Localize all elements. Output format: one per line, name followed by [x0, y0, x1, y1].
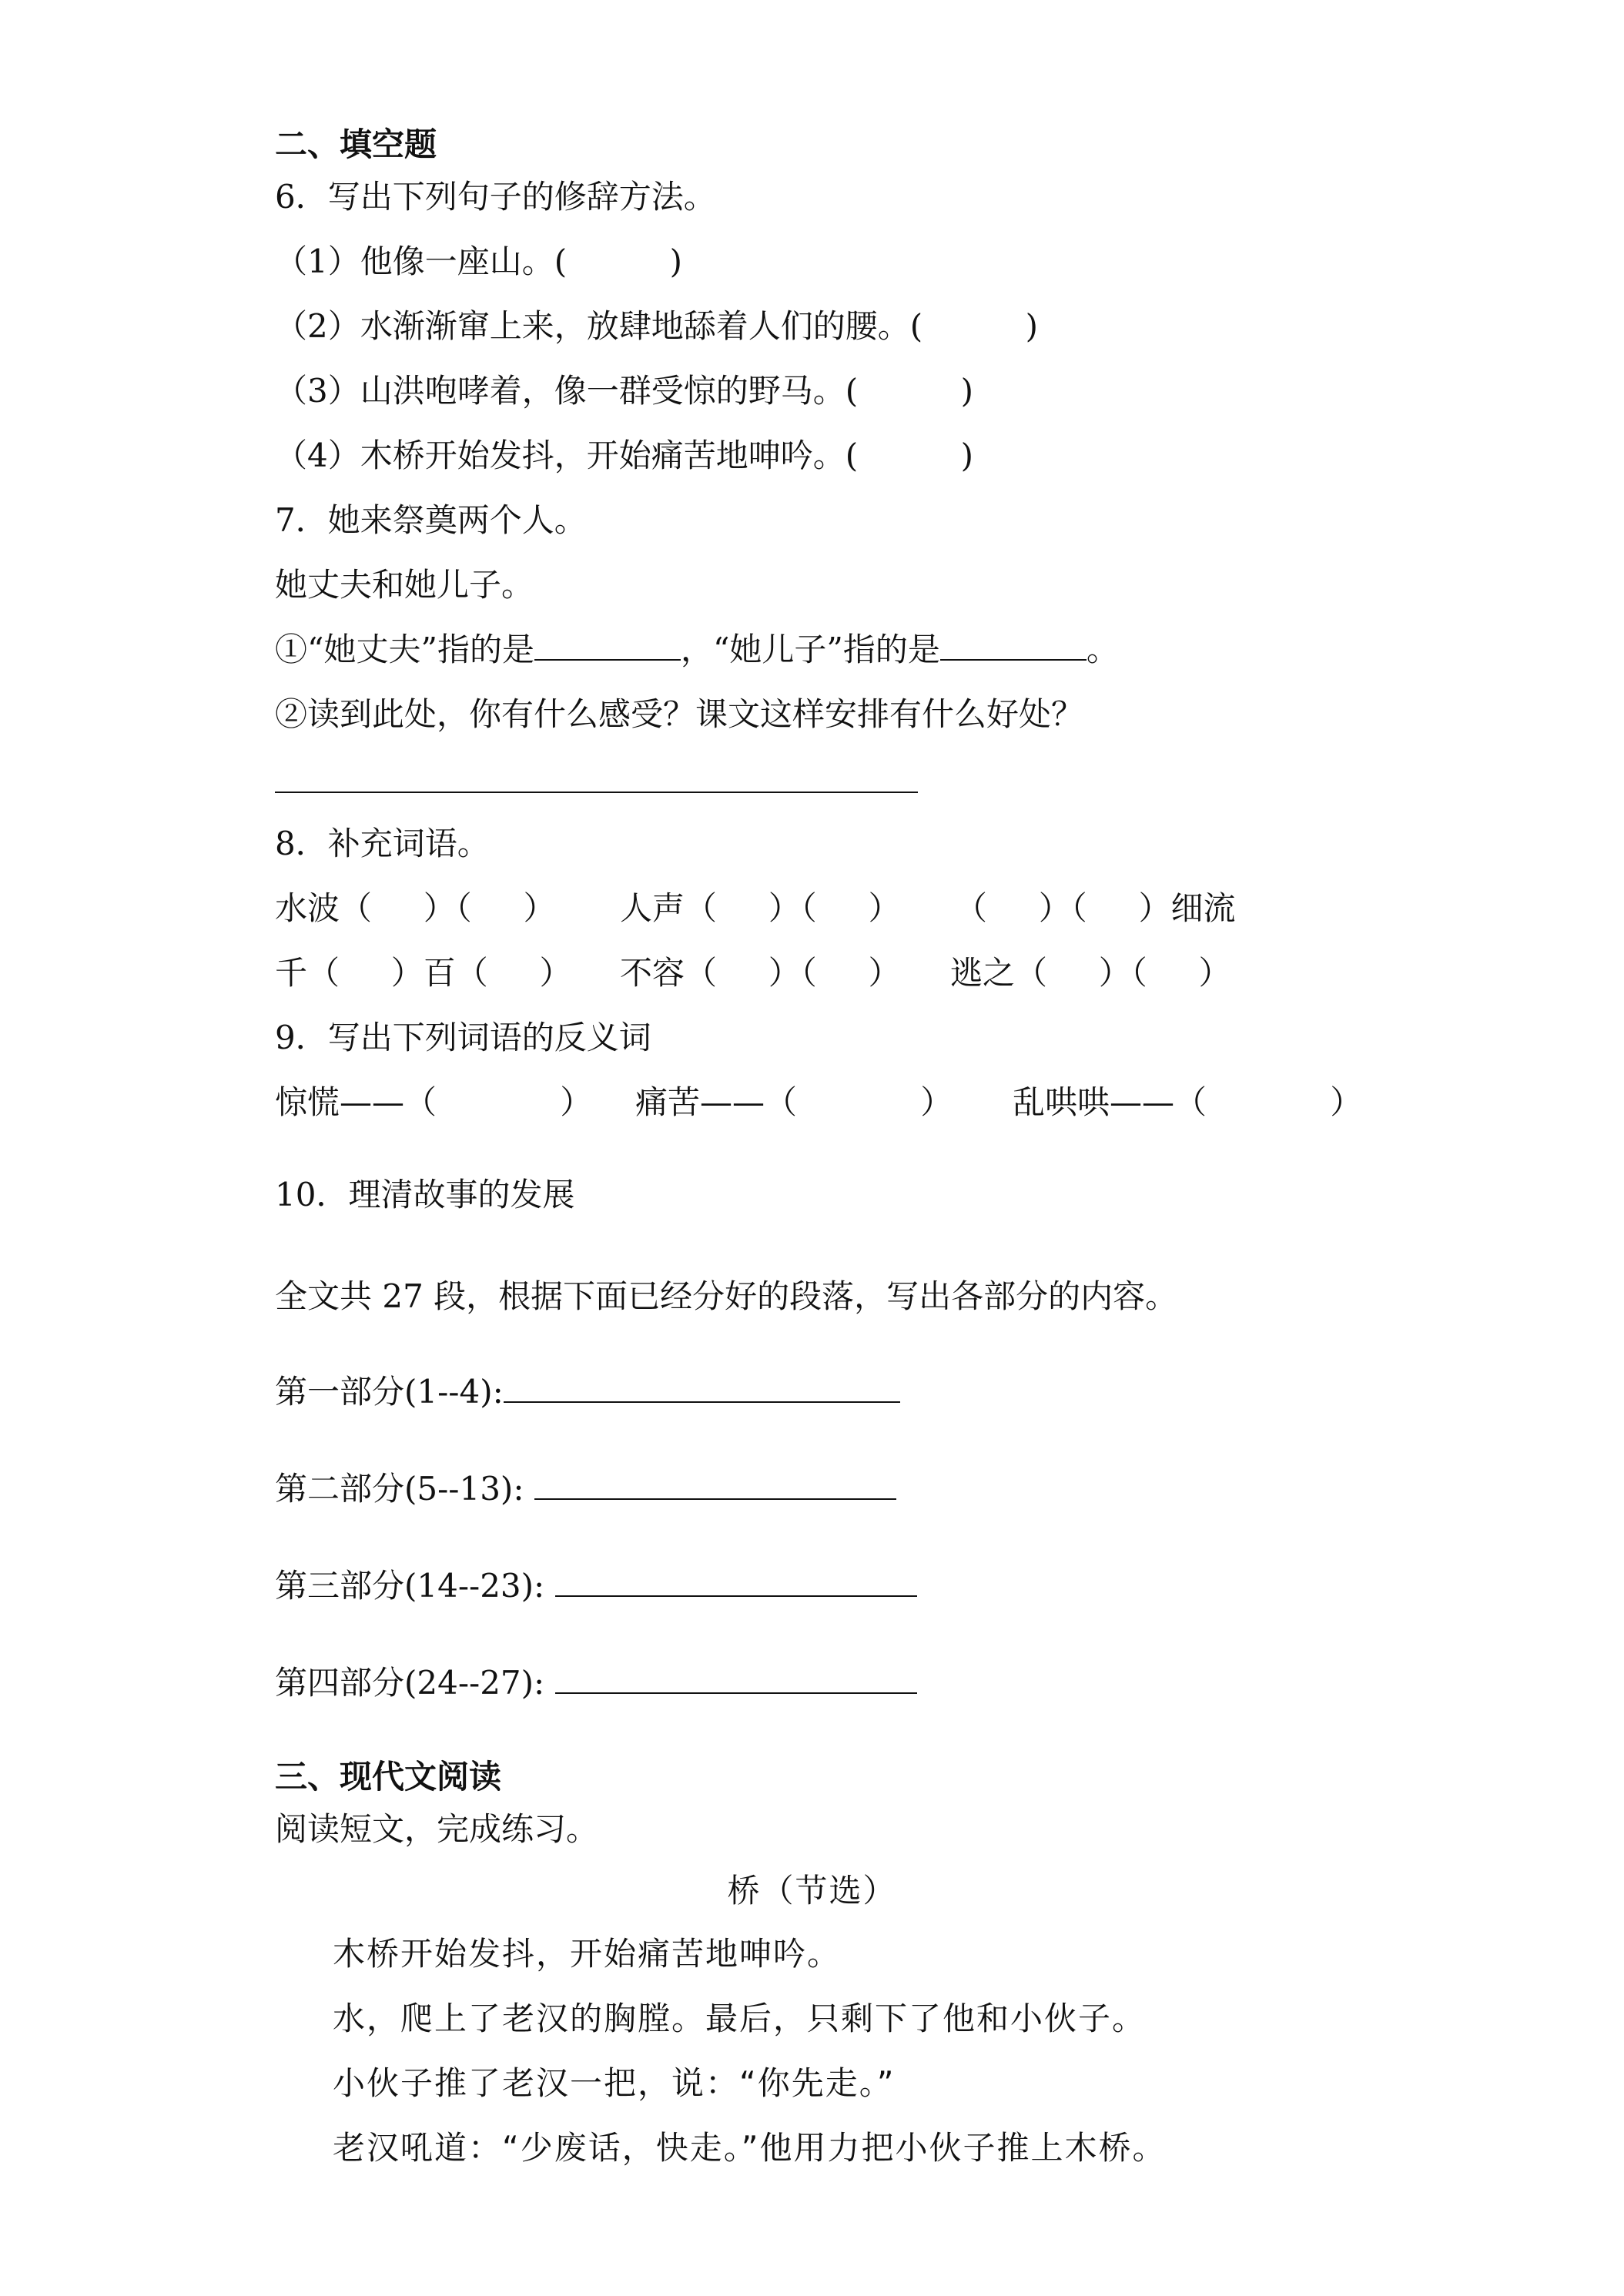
answer-blank[interactable]: [504, 1371, 900, 1403]
q8-row2-item2: 不容（ ）（ ）: [620, 954, 901, 992]
answer-blank[interactable]: [534, 1468, 896, 1500]
q7-sub2: ②读到此处，你有什么感受？课文这样安排有什么好处？: [275, 695, 1084, 733]
answer-blank[interactable]: [534, 628, 681, 661]
q6-stem: 6．写出下列句子的修辞方法。: [275, 178, 716, 216]
q7-line2: 她丈夫和她儿子。: [275, 566, 534, 604]
reading-instruction: 阅读短文，完成练习。: [275, 1810, 599, 1848]
q8-row2-item3: 逃之（ ）（ ）: [950, 954, 1231, 992]
answer-line[interactable]: [275, 792, 918, 793]
q9-item3: 乱哄哄——（ ）: [1013, 1083, 1363, 1121]
q7-stem: 7．她来祭奠两个人。: [275, 501, 587, 539]
passage-title: 桥（节选）: [727, 1872, 897, 1909]
q10-part4-label: 第四部分(24--27):: [275, 1664, 555, 1702]
q8-stem: 8．补充词语。: [275, 825, 490, 862]
q7-sub1: [275, 628, 1119, 671]
q10-part2-label: 第二部分(5--13):: [275, 1470, 534, 1508]
q9-item2: 痛苦——（ ）: [635, 1083, 953, 1121]
q7-sub1-b: ，“她儿子”指的是: [680, 631, 940, 668]
q7-sub1-c: 。: [1086, 631, 1119, 668]
q10-part4: [275, 1662, 917, 1705]
q10-part1: [275, 1371, 900, 1414]
q7-sub1-a: ①“她丈夫”指的是: [275, 631, 534, 668]
q8-row1-item3: （ ）（ ）细流: [955, 889, 1236, 927]
q10-part1-label: 第一部分(1--4):: [275, 1373, 504, 1411]
section-heading-fill-blank: 二、填空题: [275, 126, 437, 163]
q10-part2: [275, 1468, 896, 1511]
q8-row1-item1: 水波（ ）（ ）: [275, 889, 556, 927]
section-heading-reading: 三、现代文阅读: [275, 1758, 502, 1796]
q6-item-3: （3）山洪咆哮着，像一群受惊的野马。( ): [275, 372, 974, 410]
q8-row1-item2: 人声（ ）（ ）: [620, 889, 901, 927]
q9-item1: 惊慌——（ ）: [275, 1083, 593, 1121]
q10-intro: 全文共 27 段，根据下面已经分好的段落，写出各部分的内容。: [275, 1277, 1178, 1315]
q8-row2-item1: 千（ ）百（ ）: [275, 954, 572, 992]
passage-paragraph-4: 老汉吼道：“少废话，快走。”他用力把小伙子推上木桥。: [333, 2129, 1167, 2167]
answer-blank[interactable]: [940, 628, 1087, 661]
q6-item-4: （4）木桥开始发抖，开始痛苦地呻吟。( ): [275, 437, 974, 474]
q6-item-1: （1）他像一座山。( ): [275, 243, 682, 280]
q6-item-2: （2）水渐渐窜上来，放肆地舔着人们的腰。( ): [275, 307, 1039, 345]
q10-stem: 10．理清故事的发展: [275, 1176, 575, 1213]
q10-part3-label: 第三部分(14--23):: [275, 1567, 555, 1605]
passage-paragraph-1: 木桥开始发抖，开始痛苦地呻吟。: [333, 1935, 842, 1973]
answer-blank[interactable]: [555, 1565, 917, 1597]
q9-stem: 9．写出下列词语的反义词: [275, 1019, 651, 1056]
passage-paragraph-2: 水，爬上了老汉的胸膛。最后，只剩下了他和小伙子。: [333, 2000, 1147, 2037]
answer-blank[interactable]: [555, 1662, 917, 1694]
passage-paragraph-3: 小伙子推了老汉一把，说：“你先走。”: [333, 2064, 896, 2102]
q10-part3: [275, 1565, 917, 1608]
